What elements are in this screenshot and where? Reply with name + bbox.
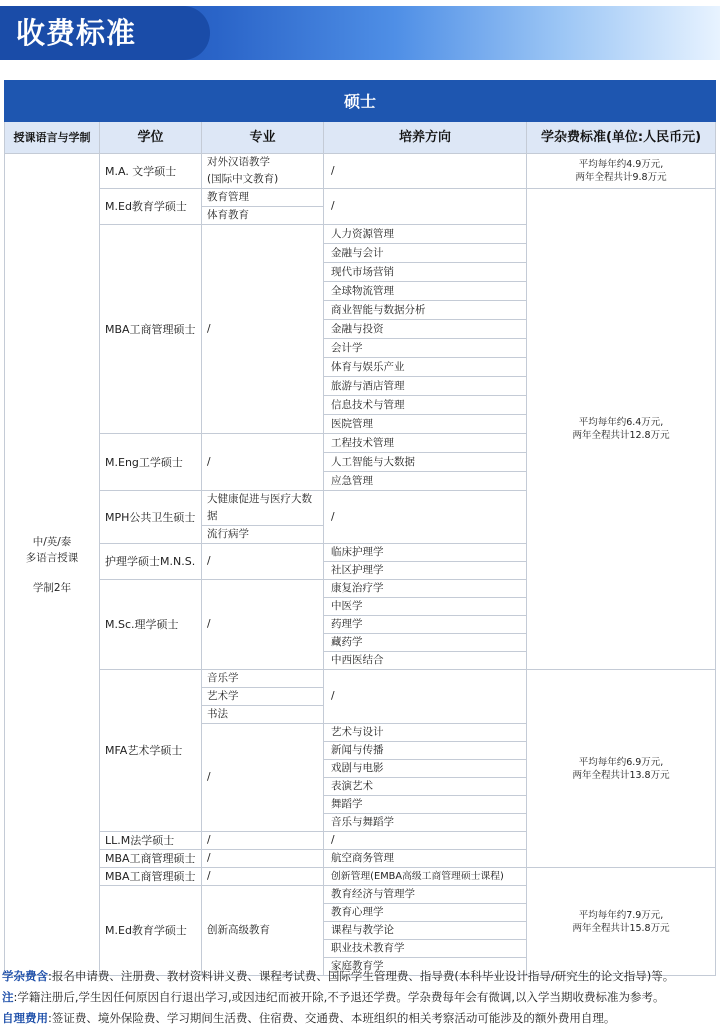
degree-med2: M.Ed教育学硕士	[100, 886, 202, 976]
direction-item: 金融与会计	[324, 244, 527, 263]
direction-item: 药理学	[324, 616, 527, 634]
note-fees-include	[2, 966, 718, 987]
degree-mba-emba: MBA工商管理硕士	[100, 868, 202, 886]
fee-1	[527, 154, 716, 189]
direction-mfa-slash: /	[324, 670, 527, 724]
fee-4	[527, 868, 716, 976]
direction-item: 教育心理学	[324, 904, 527, 922]
direction-item: 家庭教育学	[324, 958, 527, 976]
notes	[2, 966, 718, 1029]
major-mns: /	[202, 544, 324, 580]
fee-line: 两年全程共计12.8万元	[572, 430, 670, 441]
degree-med: M.Ed教育学硕士	[100, 189, 202, 225]
degree-meng: M.Eng工学硕士	[100, 434, 202, 491]
note-label: 学杂费含	[2, 969, 48, 983]
direction-item: 职业技术教育学	[324, 940, 527, 958]
note-text: :学籍注册后,学生因任何原因自行退出学习,或因违纪而被开除,不予退还学费。学杂费每年会有微调,以入学当期收费标准为参考。	[13, 990, 665, 1004]
header-major: 专业	[202, 122, 324, 154]
fee-table-wrap	[4, 80, 715, 976]
lang-line: 多语言授课	[25, 551, 79, 564]
header-fee: 学杂费标准(单位:人民币元)	[527, 122, 716, 154]
degree-mba: MBA工商管理硕士	[100, 225, 202, 434]
degree-mba-aviation: MBA工商管理硕士	[100, 850, 202, 868]
direction-item: 体育与娱乐产业	[324, 358, 527, 377]
major-med2: 创新高级教育	[202, 886, 324, 976]
major-mba: /	[202, 225, 324, 434]
direction-mba-emba: 创新管理(EMBA高级工商管理硕士课程)	[324, 868, 527, 886]
degree-llm: LL.M法学硕士	[100, 832, 202, 850]
direction-item: 人力资源管理	[324, 225, 527, 244]
direction-llm: /	[324, 832, 527, 850]
direction-item: 中医学	[324, 598, 527, 616]
direction-item: 金融与投资	[324, 320, 527, 339]
header-degree: 学位	[100, 122, 202, 154]
note-text: :报名申请费、注册费、教材资料讲义费、课程考试费、国际学生管理费、指导费(本科毕业设计指导/研究生的论文指导)等。	[48, 969, 675, 983]
direction-item: 教育经济与管理学	[324, 886, 527, 904]
major-med-a: 教育管理	[202, 189, 324, 207]
direction-item: 康复治疗学	[324, 580, 527, 598]
header-banner	[0, 6, 720, 60]
degree-ma: M.A. 文学硕士	[100, 154, 202, 189]
direction-mba-aviation: 航空商务管理	[324, 850, 527, 868]
major-line: 对外汉语教学	[207, 156, 270, 168]
major-mph-a: 大健康促进与医疗大数据	[202, 491, 324, 526]
direction-item: 应急管理	[324, 472, 527, 491]
fee-line: 两年全程共计9.8万元	[575, 172, 667, 183]
note-self-paid	[2, 1008, 718, 1029]
major-mfa-b: 艺术学	[202, 688, 324, 706]
note-label: 注	[2, 990, 14, 1004]
major-msc: /	[202, 580, 324, 670]
major-mfa-c: 书法	[202, 706, 324, 724]
fee-line: 两年全程共计15.8万元	[572, 922, 670, 934]
major-mph-b: 流行病学	[202, 526, 324, 544]
direction-item: 旅游与酒店管理	[324, 377, 527, 396]
direction-item: 人工智能与大数据	[324, 453, 527, 472]
major-ma	[202, 154, 324, 189]
direction-item: 音乐与舞蹈学	[324, 814, 527, 832]
fee-line: 平均每年约6.9万元,	[578, 756, 664, 768]
header-lang: 授课语言与学制	[5, 122, 100, 154]
direction-item: 全球物流管理	[324, 282, 527, 301]
direction-item: 艺术与设计	[324, 724, 527, 742]
page-title: 收费标准	[16, 16, 137, 50]
fee-2	[527, 189, 716, 670]
direction-ma: /	[324, 154, 527, 189]
fee-line: 平均每年约7.9万元,	[578, 909, 664, 921]
table-title: 硕士	[5, 81, 716, 122]
major-mfa-a: 音乐学	[202, 670, 324, 688]
note-text: :签证费、境外保险费、学习期间生活费、住宿费、交通费、本班组织的相关考察活动可能涉及的额外费用自理。	[48, 1011, 616, 1025]
fee-line: 平均每年约6.4万元,	[578, 417, 664, 428]
major-meng: /	[202, 434, 324, 491]
lang-cell	[5, 154, 100, 976]
direction-item: 信息技术与管理	[324, 396, 527, 415]
direction-item: 商业智能与数据分析	[324, 301, 527, 320]
degree-mph: MPH公共卫生硕士	[100, 491, 202, 544]
note-label: 自理费用	[2, 1011, 48, 1025]
major-mfa-slash: /	[202, 724, 324, 832]
degree-msc: M.Sc.理学硕士	[100, 580, 202, 670]
fee-table	[4, 80, 716, 976]
major-llm: /	[202, 832, 324, 850]
header-direction: 培养方向	[324, 122, 527, 154]
direction-item: 新闻与传播	[324, 742, 527, 760]
fee-line: 平均每年约4.9万元,	[578, 159, 664, 170]
direction-item: 临床护理学	[324, 544, 527, 562]
direction-item: 会计学	[324, 339, 527, 358]
major-line: (国际中文教育)	[207, 173, 279, 185]
direction-item: 中西医结合	[324, 652, 527, 670]
direction-item: 藏药学	[324, 634, 527, 652]
fee-line: 两年全程共计13.8万元	[572, 769, 670, 781]
direction-med: /	[324, 189, 527, 225]
lang-line: 中/英/泰	[32, 535, 72, 548]
direction-item: 戏剧与电影	[324, 760, 527, 778]
direction-item: 课程与教学论	[324, 922, 527, 940]
major-mba-aviation: /	[202, 850, 324, 868]
direction-item: 舞蹈学	[324, 796, 527, 814]
degree-mfa: MFA艺术学硕士	[100, 670, 202, 832]
note-refund	[2, 987, 718, 1008]
degree-mns: 护理学硕士M.N.S.	[100, 544, 202, 580]
direction-item: 医院管理	[324, 415, 527, 434]
direction-mph: /	[324, 491, 527, 544]
lang-line: 学制2年	[32, 581, 72, 594]
fee-3	[527, 670, 716, 868]
direction-item: 表演艺术	[324, 778, 527, 796]
major-mba-emba: /	[202, 868, 324, 886]
direction-item: 工程技术管理	[324, 434, 527, 453]
major-med-b: 体育教育	[202, 207, 324, 225]
direction-item: 社区护理学	[324, 562, 527, 580]
direction-item: 现代市场营销	[324, 263, 527, 282]
